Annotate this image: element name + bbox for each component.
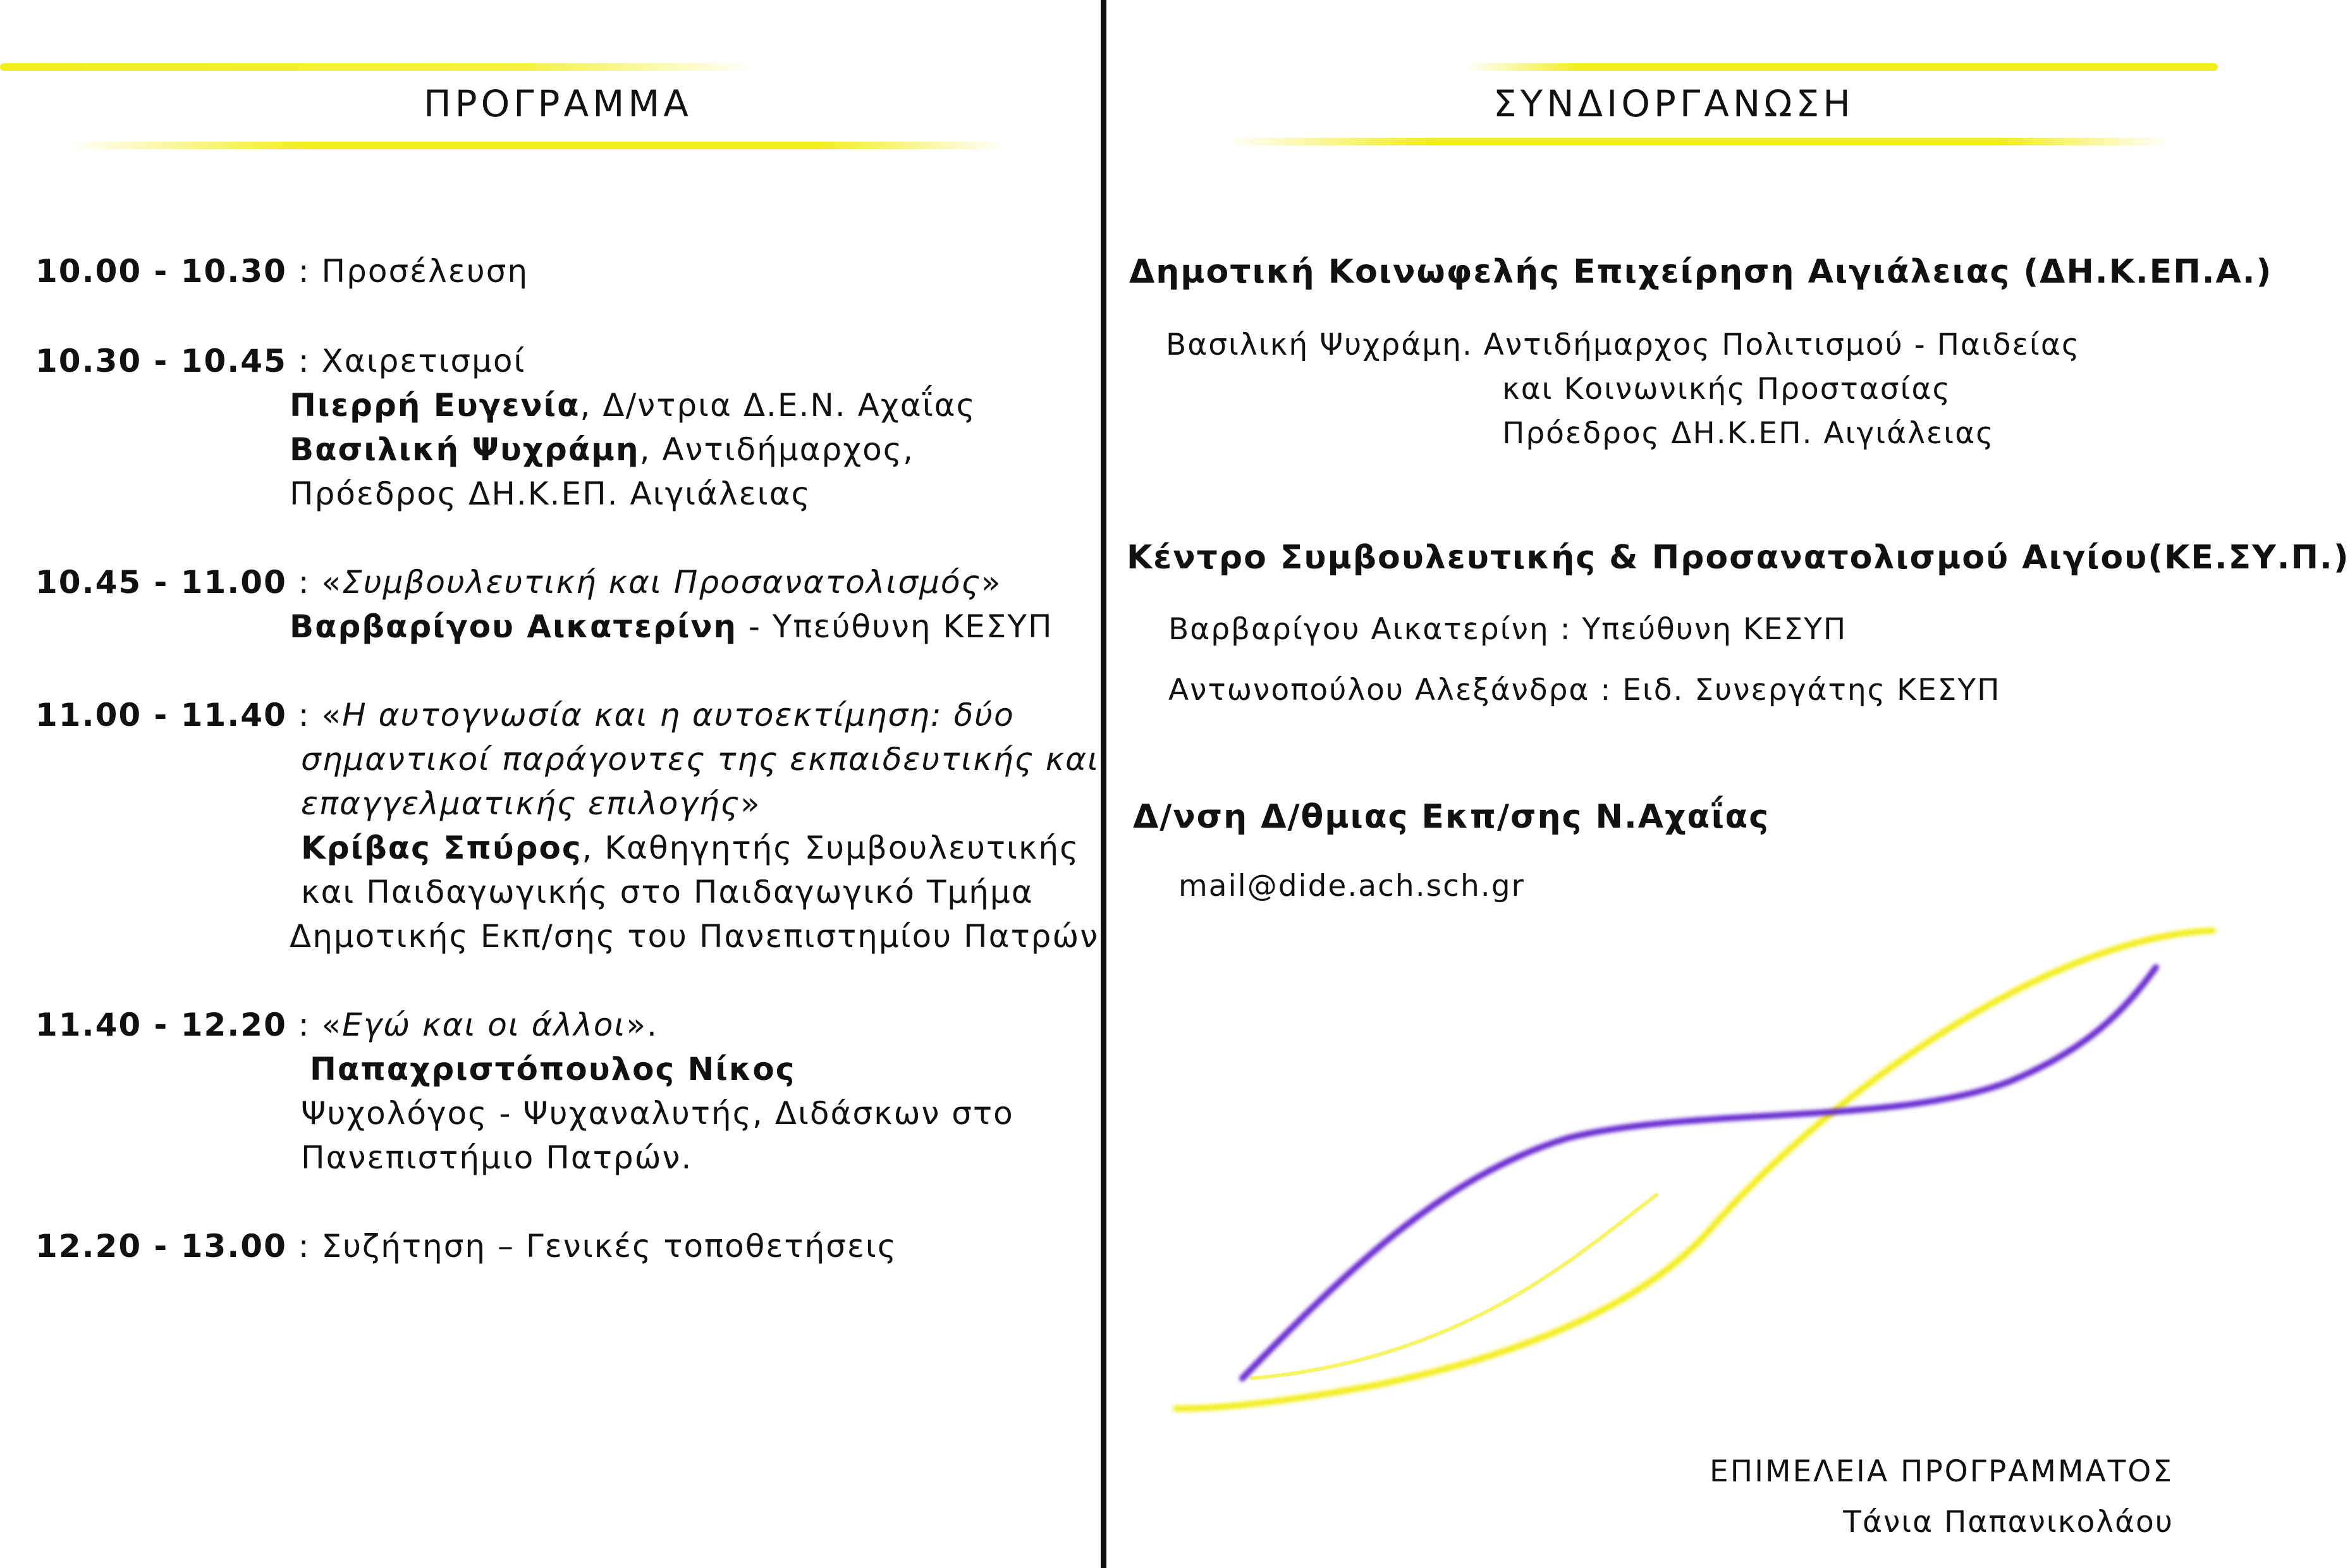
schedule-item-5: 11.40 - 12.20 : «Εγώ και οι άλλοι». bbox=[35, 1007, 658, 1043]
session-title: Εγώ και οι άλλοι bbox=[342, 1007, 627, 1043]
speaker-role-line: Ψυχολόγος - Ψυχαναλυτής, Διδάσκων στο bbox=[301, 1095, 1014, 1132]
left-bottom-rule bbox=[70, 142, 1005, 149]
speaker-name: Βαρβαρίγου Αικατερίνη bbox=[290, 608, 737, 645]
speaker-name: Βασιλική Ψυχράμη bbox=[290, 431, 640, 468]
email-link[interactable]: mail@dide.ach.sch.gr bbox=[1178, 869, 1525, 903]
session-title: Χαιρετισμοί bbox=[321, 343, 526, 379]
session-title-line: σημαντικοί παράγοντες της εκπαιδευτικής και bbox=[301, 741, 1100, 778]
speaker-line bbox=[290, 431, 914, 468]
speaker-line bbox=[290, 387, 976, 424]
right-bottom-rule bbox=[1227, 138, 2169, 145]
session-title: Συζήτηση – Γενικές τοποθετήσεις bbox=[321, 1228, 898, 1265]
organization-detail: Αντωνοπούλου Αλεξάνδρα : Ειδ. Συνεργάτης ΚΕΣΥΠ bbox=[1168, 673, 2001, 707]
time-slot: 10.30 - 10.45 bbox=[35, 343, 287, 379]
organization-name: Κέντρο Συμβουλευτικής & Προσανατολισμού Αιγίου(ΚΕ.ΣΥ.Π.) bbox=[1127, 539, 2350, 577]
speaker-role: , Καθηγητής Συμβουλευτικής bbox=[582, 830, 1080, 866]
curator-name: Τάνια Παπανικολάου bbox=[1843, 1505, 2174, 1540]
schedule-item-1: 10.00 - 10.30 : Προσέλευση bbox=[35, 253, 529, 290]
time-slot: 11.00 - 11.40 bbox=[35, 697, 287, 733]
speaker-role: , Δ/ντρια Δ.Ε.Ν. Αχαΐας bbox=[580, 387, 976, 424]
organization-detail: Πρόεδρος ΔΗ.Κ.ΕΠ. Αιγιάλειας bbox=[1502, 416, 1995, 451]
speaker-role-line: Πρόεδρος ΔΗ.Κ.ΕΠ. Αιγιάλειας bbox=[290, 475, 811, 512]
organization-detail: και Κοινωνικής Προστασίας bbox=[1502, 372, 1952, 407]
center-divider bbox=[1101, 0, 1106, 1568]
speaker-role-line: Πανεπιστήμιο Πατρών. bbox=[301, 1139, 693, 1176]
organization-detail: Βασιλική Ψυχράμη. Αντιδήμαρχος Πολιτισμού - Παιδείας bbox=[1166, 328, 2081, 362]
speaker-line bbox=[290, 608, 1053, 645]
organization-name: Δημοτική Κοινωφελής Επιχείρηση Αιγιάλειας (ΔΗ.Κ.ΕΠ.Α.) bbox=[1129, 253, 2273, 291]
program-heading: ΠΡΟΓΡΑΜΜΑ bbox=[424, 82, 692, 125]
speaker-line bbox=[301, 830, 1079, 866]
speaker-name: Κρίβας Σπύρος bbox=[301, 830, 582, 866]
speaker-name: Πιερρή Ευγενία bbox=[290, 387, 580, 424]
time-slot: 10.00 - 10.30 bbox=[35, 253, 287, 290]
schedule-item-6: 12.20 - 13.00 : Συζήτηση – Γενικές τοποθετήσεις bbox=[35, 1228, 898, 1265]
organization-detail: Βαρβαρίγου Αικατερίνη : Υπεύθυνη ΚΕΣΥΠ bbox=[1168, 612, 1847, 647]
schedule-item-2: 10.30 - 10.45 : Χαιρετισμοί bbox=[35, 343, 526, 379]
schedule-item-4: 11.00 - 11.40 : «Η αυτογνωσία και η αυτοεκτίμηση: δύο bbox=[35, 697, 1015, 733]
session-title: Συμβουλευτική και Προσανατολισμός bbox=[342, 564, 981, 601]
coorganization-heading: ΣΥΝΔΙΟΡΓΑΝΩΣΗ bbox=[1493, 82, 1854, 125]
decorative-swoosh bbox=[1138, 898, 2218, 1429]
curation-label: ΕΠΙΜΕΛΕΙΑ ΠΡΟΓΡΑΜΜΑΤΟΣ bbox=[1710, 1454, 2174, 1489]
yellow-swoosh-lower bbox=[1252, 1195, 1656, 1378]
speaker-role-line: και Παιδαγωγικής στο Παιδαγωγικό Τμήμα bbox=[301, 874, 1034, 910]
time-slot: 11.40 - 12.20 bbox=[35, 1007, 287, 1043]
right-top-rule bbox=[1467, 63, 2218, 71]
time-slot: 12.20 - 13.00 bbox=[35, 1228, 287, 1265]
left-top-rule bbox=[0, 63, 752, 71]
speaker-role: - Υπεύθυνη ΚΕΣΥΠ bbox=[737, 608, 1053, 645]
time-slot: 10.45 - 11.00 bbox=[35, 564, 287, 601]
organization-name: Δ/νση Δ/θμιας Εκπ/σης Ν.Αχαΐας bbox=[1133, 798, 1770, 836]
speaker-role: , Αντιδήμαρχος, bbox=[639, 431, 915, 468]
session-title: Προσέλευση bbox=[321, 253, 529, 290]
speaker-name: Παπαχριστόπουλος Νίκος bbox=[310, 1051, 796, 1087]
yellow-swoosh-upper bbox=[1176, 931, 2213, 1409]
schedule-item-3: 10.45 - 11.00 : «Συμβουλευτική και Προσανατολισμός» bbox=[35, 564, 1002, 601]
speaker-role-line: Δημοτικής Εκπ/σης του Πανεπιστημίου Πατρών bbox=[290, 918, 1099, 955]
session-title-line: Η αυτογνωσία και η αυτοεκτίμηση: δύο bbox=[342, 697, 1015, 733]
session-title-line: επαγγελματικής επιλογής» bbox=[301, 785, 761, 822]
purple-swoosh bbox=[1242, 967, 2156, 1378]
